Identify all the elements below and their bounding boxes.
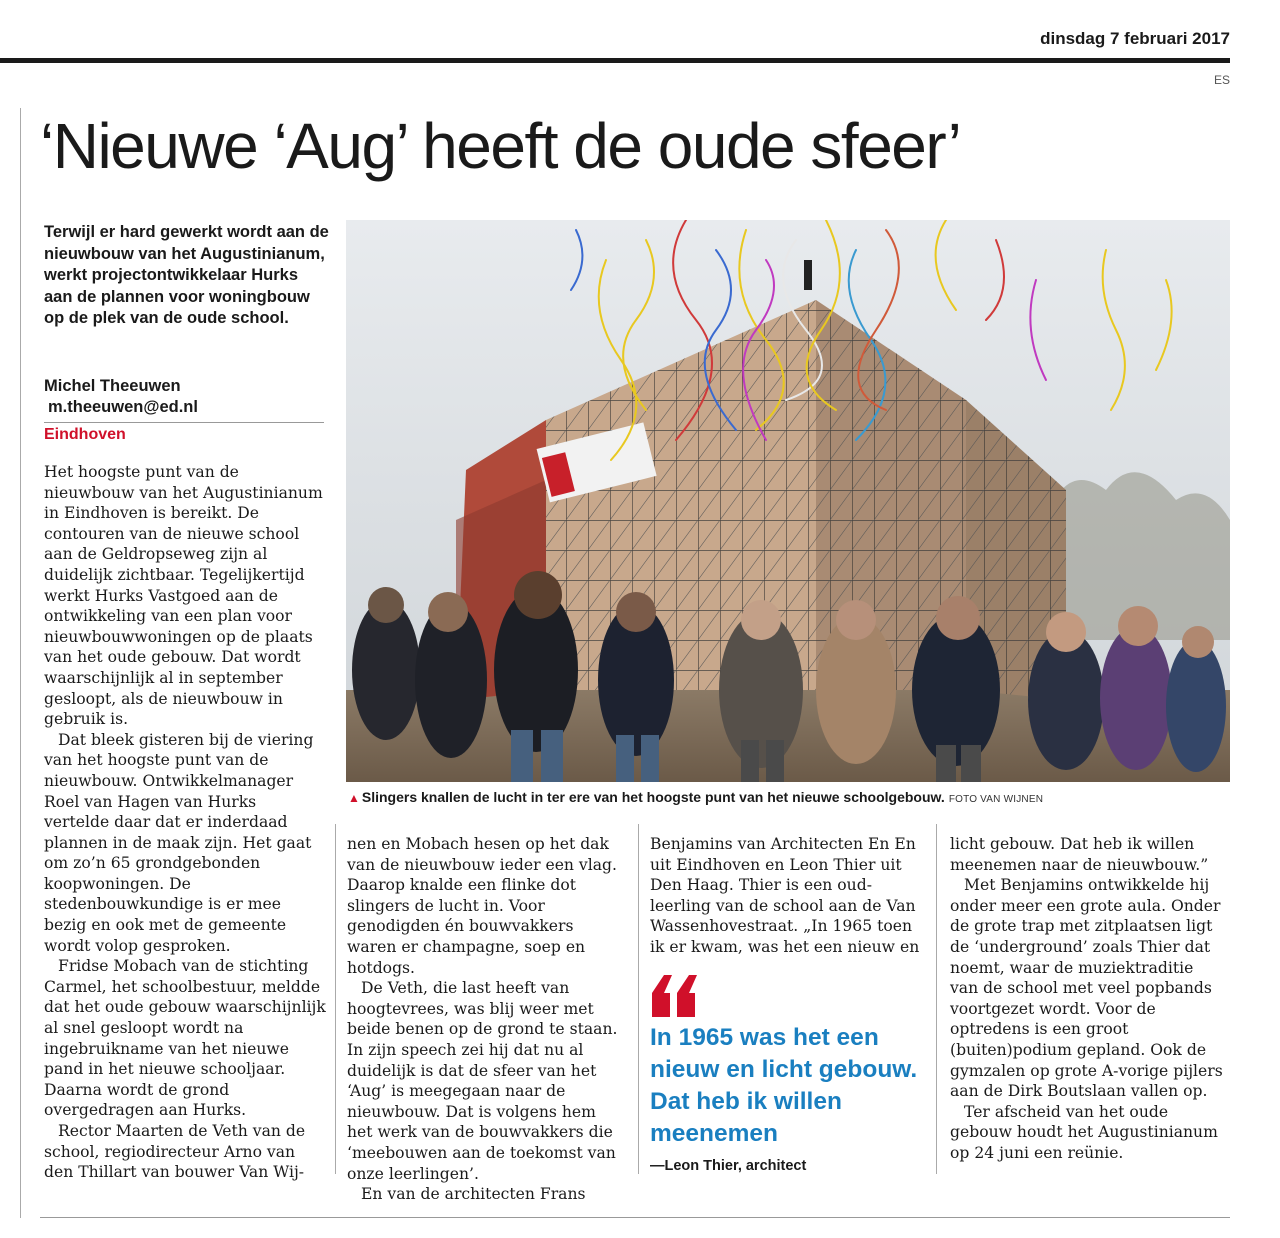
article-headline: ‘Nieuwe ‘Aug’ heeft de oude sfeer’ — [40, 110, 961, 182]
paragraph: Benjamins van Architecten En En uit Eindhoven en Leon Thier uit Den Haag. Thier is een oud-leerling van de school aan de Van Wassenhovestraat. „In 1965 toen ik er kwam, was het een nieuw en — [650, 835, 920, 956]
page-date: dinsdag 7 februari 2017 — [1040, 29, 1230, 48]
pullquote-source: —Leon Thier, architect — [650, 1158, 807, 1174]
caption-triangle-icon: ▲ — [348, 791, 360, 805]
column-rule — [335, 824, 336, 1174]
caption-text: Slingers knallen de lucht in ter ere van het hoogste punt van het nieuwe schoolgebouw. — [361, 789, 945, 805]
body-column-1 — [44, 462, 326, 1183]
pullquote-text: In 1965 was het een nieuw en licht gebouw. Dat heb ik willen meenemen — [650, 1024, 918, 1147]
body-column-3 — [650, 834, 922, 958]
paragraph: Het hoogste punt van de nieuwbouw van het Augustinianum in Eindhoven is bereikt. De contouren van de nieuwe school aan de Geldropseweg zijn al duidelijk zichtbaar. Tegelijkertijd werkt Hurks Vastgoed aan de ontwikkeling van een plan voor nieuwbouwwoningen op de plaats van het oude gebouw. Dat wordt waarschijnlijk al in september gesloopt, als de nieuwbouw in gebruik is. — [44, 463, 323, 729]
paragraph: Fridse Mobach van de stichting Carmel, het schoolbestuur, meldde dat het oude gebouw waarschijnlijk al snel gesloopt wordt na ingebruikname van het nieuwe pand in het nieuwe schooljaar. Daarna wordt de grond overgedragen aan Hurks. — [44, 957, 326, 1120]
article-intro: Terwijl er hard gewerkt wordt aan de nieuwbouw van het Augustinianum, werkt projectontwikkelaar Hurks aan de plannen voor woningbouw op de plek van de oude school. — [44, 223, 329, 327]
author-name: Michel Theeuwen — [44, 377, 181, 395]
paragraph: Met Benjamins ontwikkelde hij onder meer een grote aula. Onder de grote trap met zitplaatsen ligt de ‘underground’ zoals Thier dat noemt, waar de muziektraditie van de school met veel popbands voortgezet wordt. Voor de optredens is een groot (buiten)podium gepland. Ook de gymzalen op grote A-vorige pijlers aan de Dirk Boutslaan vallen op. — [950, 876, 1223, 1101]
quote-mark-icon — [650, 975, 700, 1017]
edition-code: ES — [1213, 73, 1230, 87]
paragraph: De Veth, die last heeft van hoogtevrees, was blij weer met beide benen op de grond te staan. In zijn speech zei hij dat nu al duidelijk is dat de sfeer van het ‘Aug’ is meegegaan naar de nieuwbouw. Dat is volgens hem het werk van de bouwvakkers die ‘meebouwen aan de toekomst van onze leerlingen’. — [347, 979, 618, 1183]
column-rule — [638, 824, 639, 1174]
paragraph: nen en Mobach hesen op het dak van de nieuwbouw ieder een vlag. Daarop knalde een flinke dot slingers de lucht in. Voor genodigden én bouwvakkers waren er champagne, soep en hotdogs. — [347, 835, 617, 977]
author-email[interactable]: m.theeuwen@ed.nl — [48, 398, 198, 416]
footer-rule — [40, 1217, 1230, 1218]
dateline-location: Eindhoven — [44, 426, 126, 443]
byline-rule — [44, 422, 324, 423]
paragraph: Dat bleek gisteren bij de viering van het hoogste punt van de nieuwbouw. Ontwikkelmanager Roel van Hagen van Hurks vertelde daar dat er inderdaad plannen in de maak zijn. Het gaat om zo’n 65 grondgebonden koopwoningen. De stedenbouwkundige is er mee bezig en ook met de gemeente wordt volop gesproken. — [44, 730, 314, 955]
body-column-2 — [347, 834, 623, 1205]
left-margin-rule — [20, 108, 21, 1218]
photo-credit: FOTO VAN WIJNEN — [948, 794, 1044, 805]
paragraph: Rector Maarten de Veth van de school, regiodirecteur Arno van den Thillart van bouwer Van Wij- — [44, 1122, 306, 1182]
paragraph: licht gebouw. Dat heb ik willen meenemen naar de nieuwbouw.” — [950, 835, 1209, 874]
byline — [44, 376, 329, 418]
photo-caption — [348, 789, 1233, 805]
article-photo — [346, 220, 1230, 782]
paragraph: En van de architecten Frans — [361, 1185, 586, 1204]
header-rule — [0, 58, 1230, 63]
column-rule — [936, 824, 937, 1174]
body-column-4 — [950, 834, 1225, 1164]
paragraph: Ter afscheid van het oude gebouw houdt het Augustinianum op 24 juni een reünie. — [950, 1102, 1218, 1162]
